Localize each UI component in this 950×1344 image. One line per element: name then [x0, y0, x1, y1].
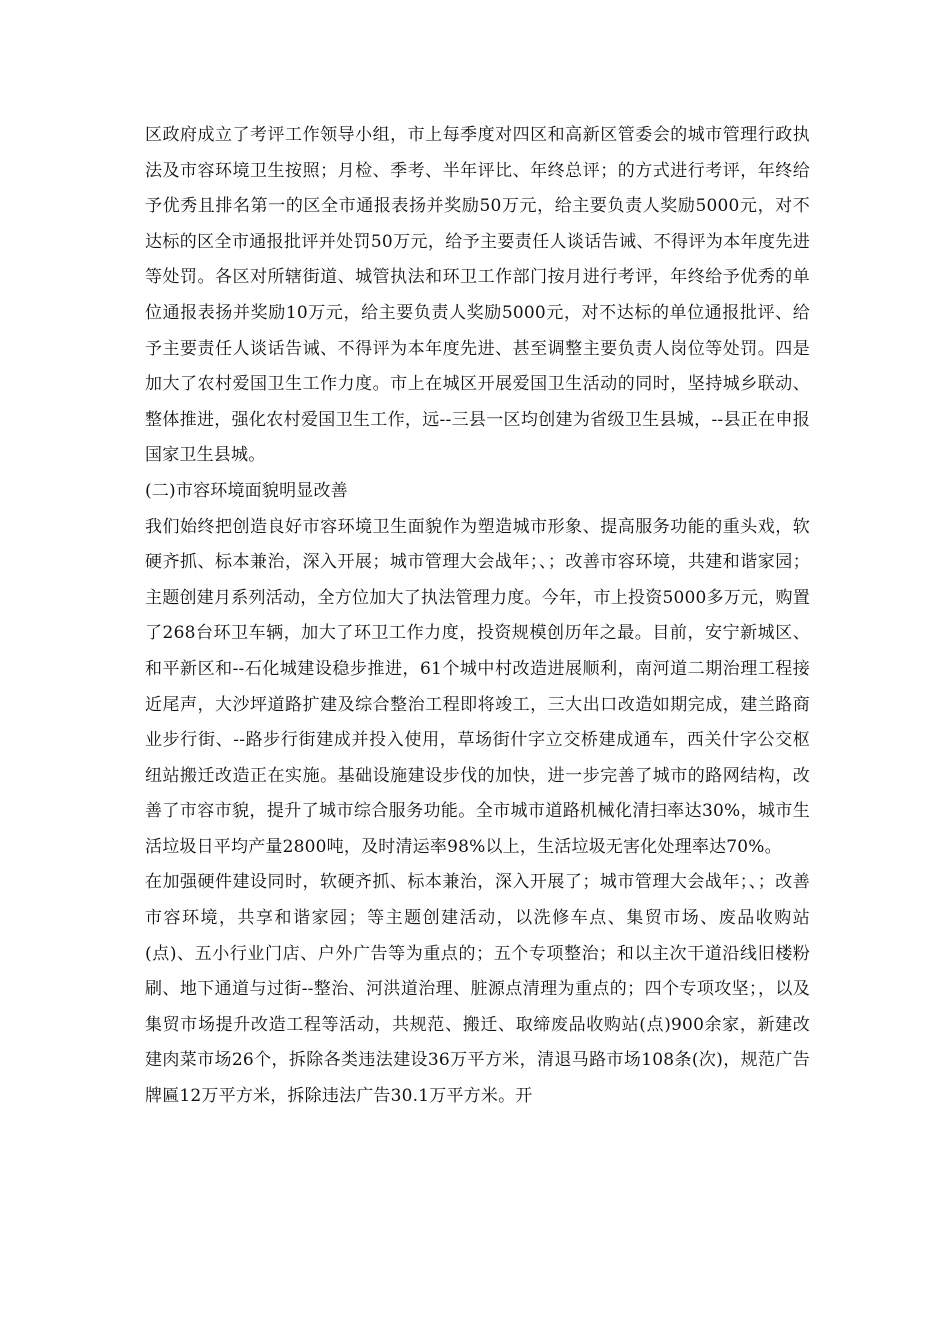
- paragraph-evaluation: 区政府成立了考评工作领导小组，市上每季度对四区和高新区管委会的城市管理行政执法及市容环境卫生按照；月检、季考、半年评比、年终总评；的方式进行考评，年终给予优秀且排名第一的区全市通报表扬并奖励50万元，给主要负责人奖励5000元，对不达标的区全市通报批评并处罚50万元，给予主要责任人谈话告诫、不得评为本年度先进等处罚。各区对所辖街道、城管执法和环卫工作部门按月进行考评，年终给予优秀的单位通报表扬并奖励10万元，给主要负责人奖励5000元，对不达标的单位通报批评、给予主要责任人谈话告诫、不得评为本年度先进、甚至调整主要负责人岗位等处罚。四是加大了农村爱国卫生工作力度。市上在城区开展爱国卫生活动的同时，坚持城乡联动、整体推进，强化农村爱国卫生工作，远--三县一区均创建为省级卫生县城，--县正在申报国家卫生县城。: [145, 125, 810, 466]
- document-body: [145, 118, 810, 1115]
- section-heading: (二)市容环境面貌明显改善: [145, 480, 348, 501]
- paragraph-city-appearance: 我们始终把创造良好市容环境卫生面貌作为塑造城市形象、提高服务功能的重头戏，软硬齐抓、标本兼治，深入开展；城市管理大会战年；、；改善市容环境，共建和谐家园；主题创建月系列活动，全方位加大了执法管理力度。今年，市上投资5000多万元，购置了268台环卫车辆，加大了环卫工作力度，投资规模创历年之最。目前，安宁新城区、和平新区和--石化城建设稳步推进，61个城中村改造进展顺利，南河道二期治理工程接近尾声，大沙坪道路扩建及综合整治工程即将竣工，三大出口改造如期完成，建兰路商业步行街、--路步行街建成并投入使用，草场街什字立交桥建成通车，西关什字公交枢纽站搬迁改造正在实施。基础设施建设步伐的加快，进一步完善了城市的路网结构，改善了市容市貌，提升了城市综合服务功能。全市城市道路机械化清扫率达30%，城市生活垃圾日平均产量2800吨，及时清运率98%以上，生活垃圾无害化处理率达70%。: [145, 516, 810, 857]
- paragraph-campaigns: 在加强硬件建设同时，软硬齐抓、标本兼治，深入开展了；城市管理大会战年；、；改善市容环境，共享和谐家园；等主题创建活动，以洗修车点、集贸市场、废品收购站(点)、五小行业门店、户外广告等为重点的；五个专项整治；和以主次干道沿线旧楼粉刷、地下通道与过街--整治、河洪道治理、脏源点清理为重点的；四个专项攻坚；，以及集贸市场提升改造工程等活动，共规范、搬迁、取缔废品收购站(点)900余家，新建改建肉菜市场26个，拆除各类违法建设36万平方米，清退马路市场108条(次)，规范广告牌匾12万平方米，拆除违法广告30.1万平方米。开: [145, 872, 810, 1107]
